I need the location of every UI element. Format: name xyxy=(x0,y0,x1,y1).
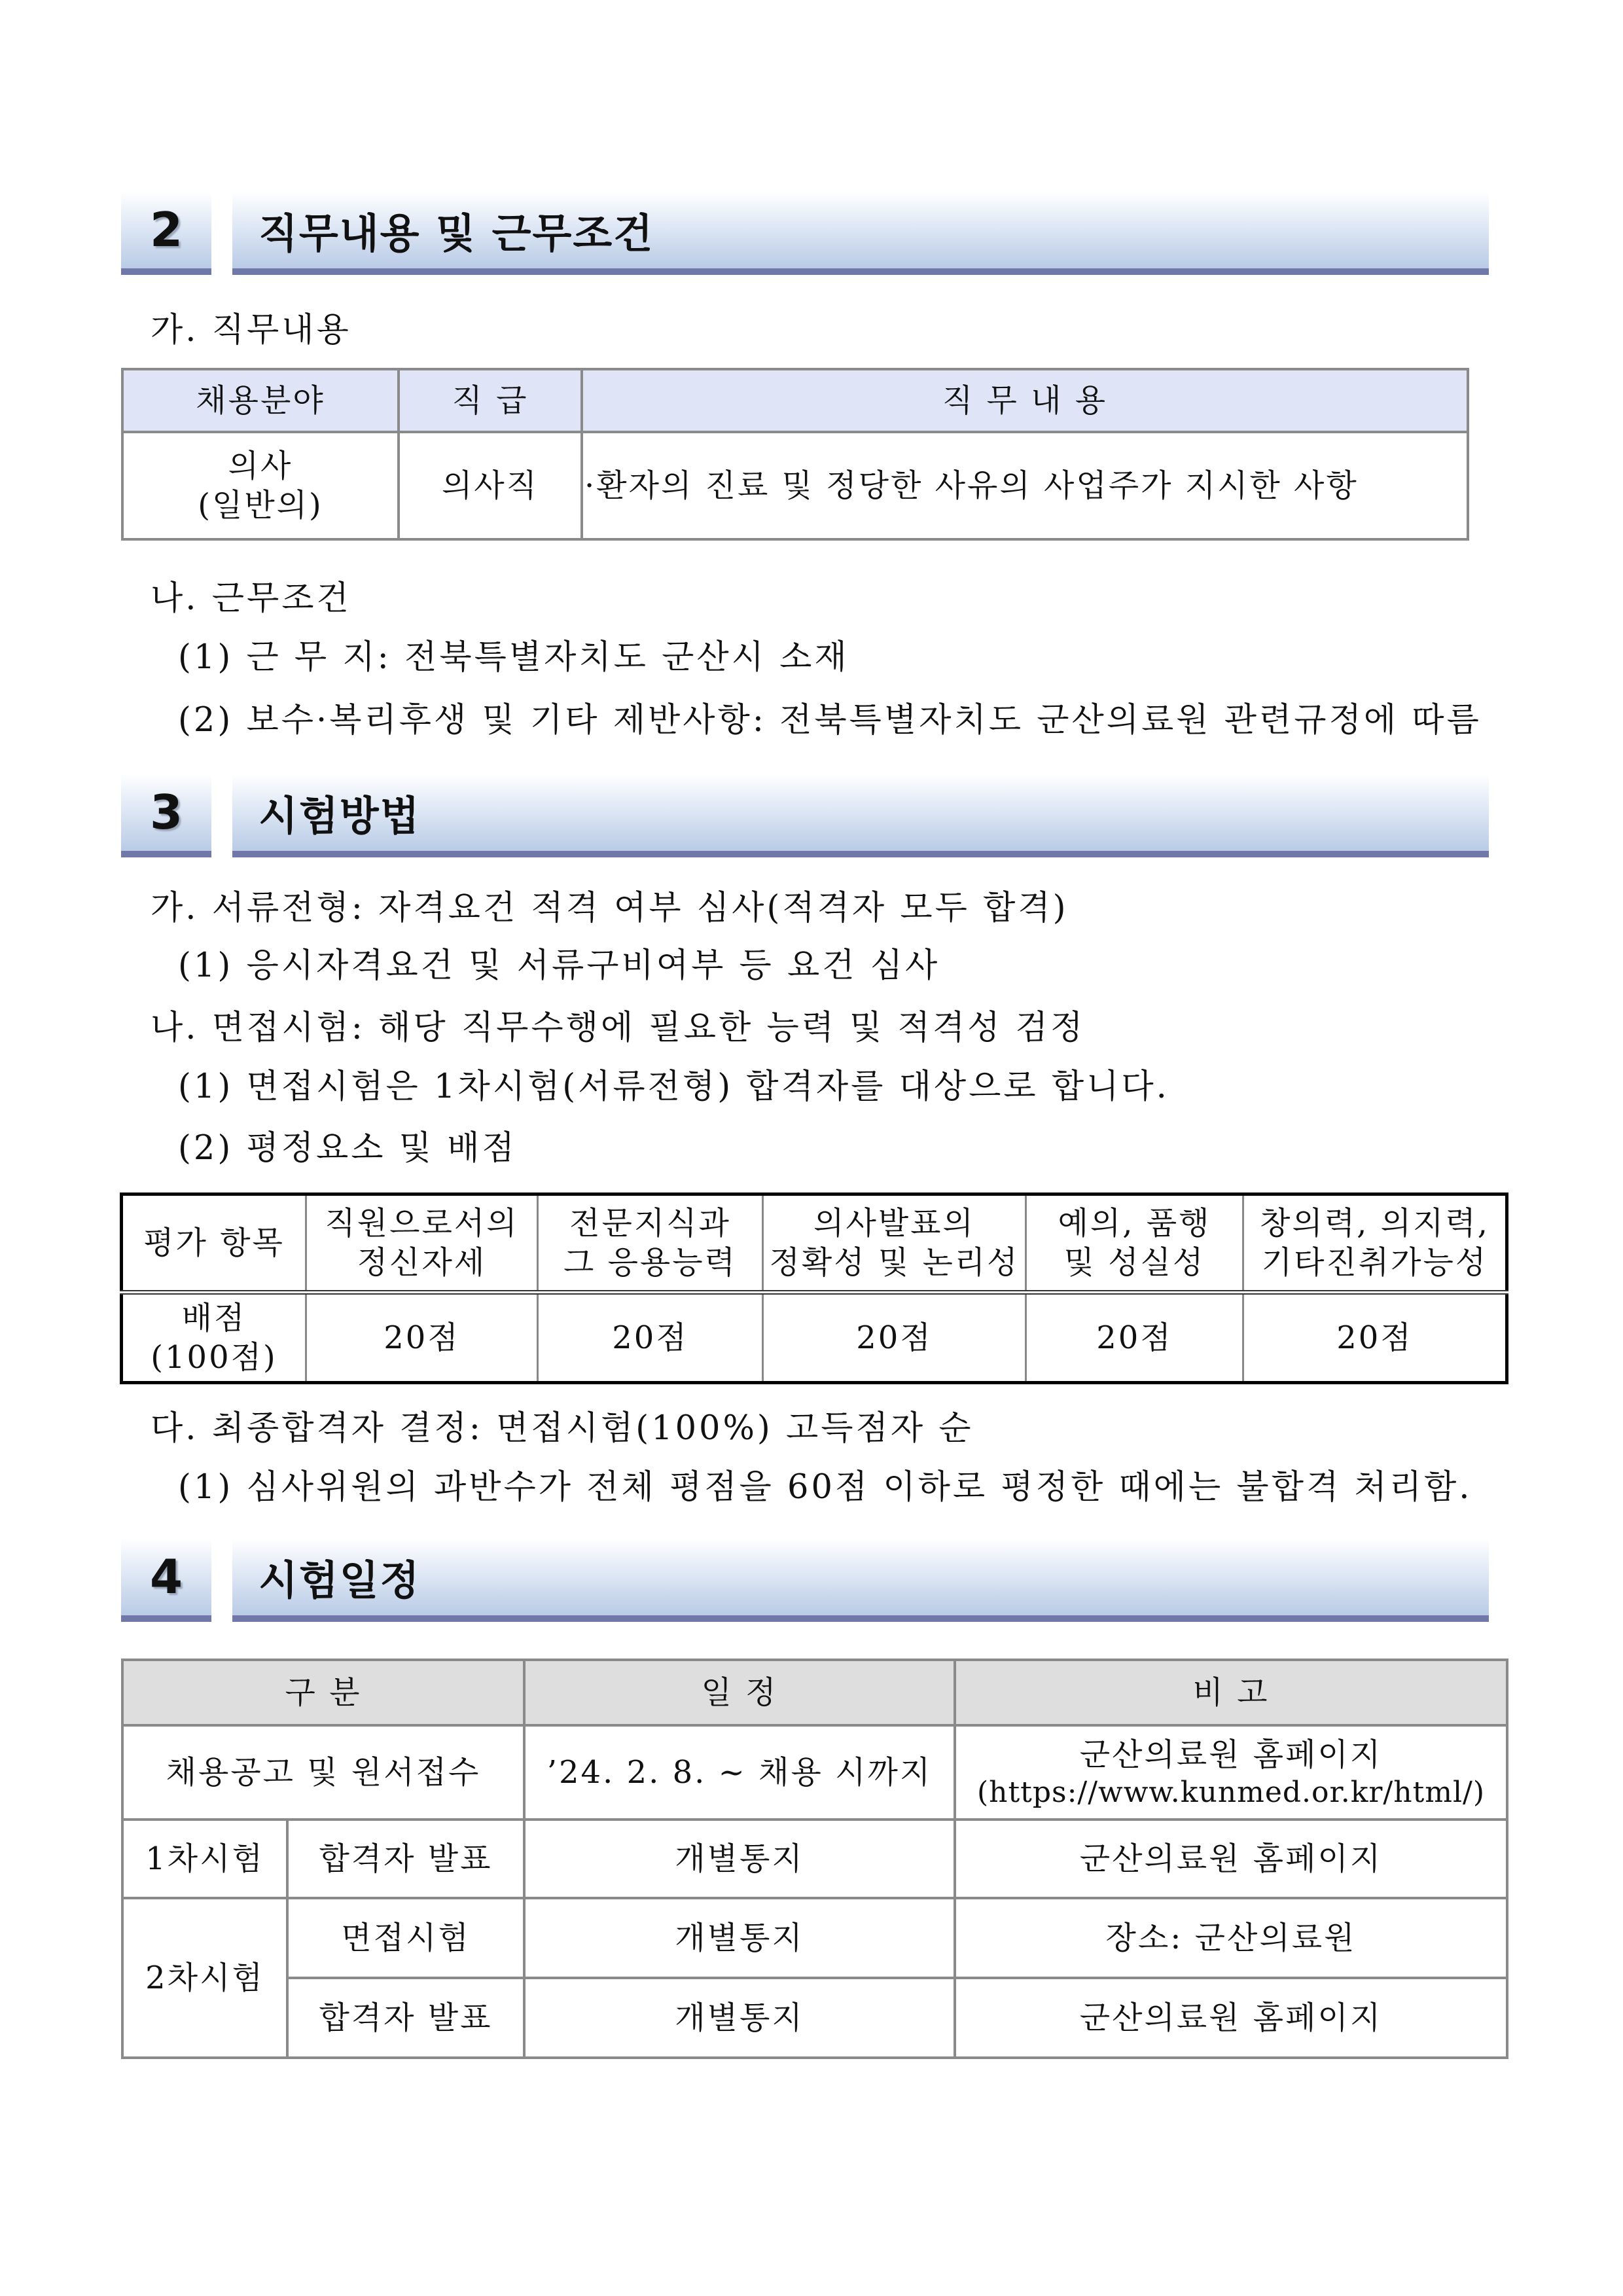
criterion-cell xyxy=(538,1194,763,1293)
score-cell: 20점 xyxy=(306,1293,538,1383)
criterion-line1: 전문지식과 xyxy=(569,1205,731,1242)
section-2-number: 2 xyxy=(121,191,211,268)
criterion-line1: 창의력, 의지력, xyxy=(1260,1205,1489,1242)
job-table-row xyxy=(122,432,1468,539)
criterion-cell xyxy=(306,1194,538,1293)
schedule-date: ’24. 2. 8. ~ 채용 시까지 xyxy=(524,1725,955,1820)
schedule-row-interview xyxy=(122,1898,1507,1978)
section-3-title: 시험방법 xyxy=(232,774,1489,851)
evaluation-header-label: 평가 항목 xyxy=(122,1194,306,1293)
section-2-title: 직무내용 및 근무조건 xyxy=(232,191,1489,268)
schedule-note xyxy=(955,1725,1507,1820)
schedule-note-text: 군산의료원 홈페이지 xyxy=(1079,1736,1383,1773)
final-decision-item-1: (1) 심사위원의 과반수가 전체 평점을 60점 이하로 평정한 때에는 불합격 처리함. xyxy=(178,1468,1472,1507)
schedule-header-category: 구 분 xyxy=(122,1660,524,1725)
job-table xyxy=(121,368,1469,541)
score-label-line2: (100점) xyxy=(151,1339,277,1376)
criterion-line2: 정신자세 xyxy=(357,1244,487,1281)
job-table-grade: 의사직 xyxy=(399,432,582,539)
interview-line: 나. 면접시험: 해당 직무수행에 필요한 능력 및 적격성 검정 xyxy=(151,1009,1086,1047)
schedule-header-date: 일 정 xyxy=(524,1660,955,1725)
section-4-title-underline xyxy=(232,1615,1489,1622)
schedule-note: 군산의료원 홈페이지 xyxy=(955,1820,1507,1898)
criterion-line2: 기타진취가능성 xyxy=(1261,1244,1488,1281)
benefits-item: (2) 보수·복리후생 및 기타 제반사항: 전북특별자치도 군산의료원 관련규정에 따름 xyxy=(178,701,1482,740)
criterion-line1: 직원으로서의 xyxy=(325,1205,519,1242)
section-3-title-underline xyxy=(232,851,1489,857)
schedule-stage: 1차시험 xyxy=(122,1820,287,1898)
schedule-sub: 합격자 발표 xyxy=(287,1820,524,1898)
schedule-note: 장소: 군산의료원 xyxy=(955,1898,1507,1978)
schedule-row-application xyxy=(122,1725,1507,1820)
score-label-line1: 배점 xyxy=(181,1300,247,1336)
criterion-line1: 예의, 품행 xyxy=(1058,1205,1211,1242)
criterion-line2: 및 성실성 xyxy=(1063,1244,1205,1281)
schedule-row-first-result xyxy=(122,1820,1507,1898)
document-screening-line: 가. 서류전형: 자격요건 적격 여부 심사(적격자 모두 합격) xyxy=(151,889,1069,927)
criterion-line1: 의사발표의 xyxy=(813,1205,975,1242)
schedule-header-row xyxy=(122,1660,1507,1725)
score-cell: 20점 xyxy=(1243,1293,1507,1383)
interview-item-2: (2) 평정요소 및 배점 xyxy=(178,1129,517,1168)
evaluation-criteria-row xyxy=(122,1194,1507,1293)
score-label xyxy=(122,1293,306,1383)
criterion-cell xyxy=(1243,1194,1507,1293)
job-table-header-field: 채용분야 xyxy=(122,369,399,432)
schedule-label: 채용공고 및 원서접수 xyxy=(122,1725,524,1820)
work-location-item: (1) 근 무 지: 전북특별자치도 군산시 소재 xyxy=(178,638,849,677)
section-4-number-underline xyxy=(121,1615,211,1622)
job-table-header-grade: 직 급 xyxy=(399,369,582,432)
section-3-number-underline xyxy=(121,851,211,857)
schedule-header-note: 비 고 xyxy=(955,1660,1507,1725)
interview-item-1: (1) 면접시험은 1차시험(서류전형) 합격자를 대상으로 합니다. xyxy=(178,1067,1169,1106)
section-2-number-underline xyxy=(121,268,211,275)
criterion-line2: 그 응용능력 xyxy=(563,1244,738,1281)
schedule-row-final-result xyxy=(122,1978,1507,2058)
evaluation-table xyxy=(120,1193,1508,1384)
section-2-sub-b: 나. 근무조건 xyxy=(151,579,351,618)
criterion-cell xyxy=(1026,1194,1243,1293)
schedule-sub: 면접시험 xyxy=(287,1898,524,1978)
job-field-line2: (일반의) xyxy=(198,487,323,524)
job-field-line1: 의사 xyxy=(228,448,293,484)
job-table-field xyxy=(122,432,399,539)
section-2-title-underline xyxy=(232,268,1489,275)
section-2-sub-a: 가. 직무내용 xyxy=(151,311,351,350)
job-table-header-duty: 직 무 내 용 xyxy=(582,369,1468,432)
schedule-table xyxy=(121,1659,1508,2059)
job-table-duty: ·환자의 진료 및 정당한 사유의 사업주가 지시한 사항 xyxy=(582,432,1468,539)
final-decision-line: 다. 최종합격자 결정: 면접시험(100%) 고득점자 순 xyxy=(151,1409,974,1448)
schedule-date: 개별통지 xyxy=(524,1978,955,2058)
evaluation-score-row xyxy=(122,1293,1507,1383)
job-table-header-row xyxy=(122,369,1468,432)
schedule-date: 개별통지 xyxy=(524,1820,955,1898)
score-cell: 20점 xyxy=(1026,1293,1243,1383)
section-4-number: 4 xyxy=(121,1538,211,1615)
section-4-title: 시험일정 xyxy=(232,1538,1489,1615)
schedule-stage: 2차시험 xyxy=(122,1898,287,2058)
schedule-sub: 합격자 발표 xyxy=(287,1978,524,2058)
section-3-number: 3 xyxy=(121,774,211,851)
schedule-date: 개별통지 xyxy=(524,1898,955,1978)
score-cell: 20점 xyxy=(763,1293,1026,1383)
schedule-note: 군산의료원 홈페이지 xyxy=(955,1978,1507,2058)
homepage-url-link[interactable]: (https://www.kunmed.or.kr/html/) xyxy=(976,1775,1486,1809)
score-cell: 20점 xyxy=(538,1293,763,1383)
criterion-line2: 정확성 및 논리성 xyxy=(769,1244,1020,1281)
document-screening-item-1: (1) 응시자격요건 및 서류구비여부 등 요건 심사 xyxy=(178,946,940,985)
criterion-cell xyxy=(763,1194,1026,1293)
